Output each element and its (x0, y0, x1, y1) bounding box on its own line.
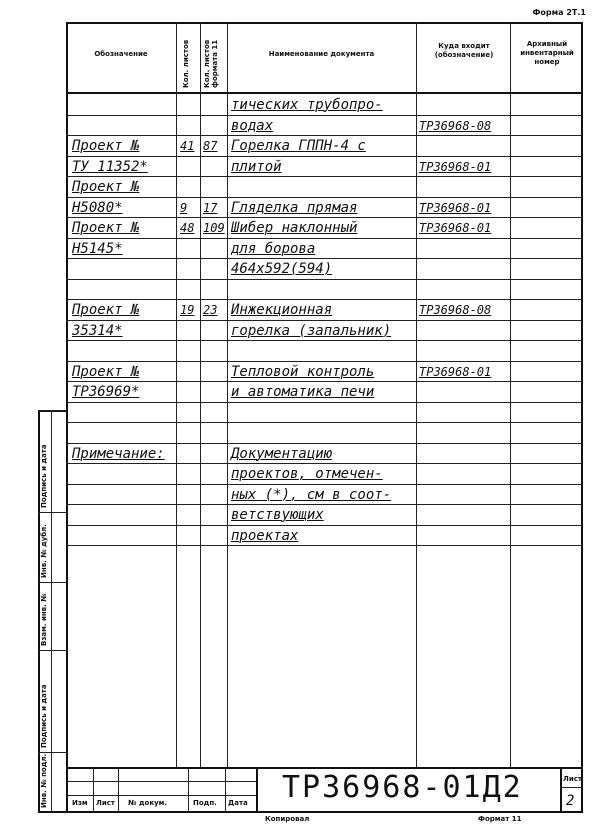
col-line-5 (510, 22, 511, 767)
header-sheets-format: Кол. листов формата 11 (203, 39, 219, 88)
row-line (66, 504, 582, 505)
row-designation: Проект № (72, 179, 140, 195)
form-label: Форма 2Т.1 (532, 8, 586, 17)
row-name: Шибер наклонный (231, 220, 358, 236)
col-line-2 (200, 22, 201, 767)
frame-left (66, 22, 68, 812)
row-line (66, 525, 582, 526)
row-line (66, 402, 582, 403)
row-name: Горелка ГППН-4 с (231, 138, 366, 154)
header-doc-name: Наименование документа (268, 50, 375, 58)
row-line (66, 422, 582, 423)
row-name: и автоматика печи (231, 384, 375, 400)
row-line (66, 238, 582, 239)
row-designation: Н5145* (72, 240, 123, 257)
footer-col-2 (118, 767, 119, 811)
sidebar-label: Инв. № дубл. (40, 524, 48, 578)
row-designation: Проект № (72, 302, 140, 318)
frame-right (581, 22, 583, 812)
row-designation: Примечание: (72, 445, 165, 462)
sidebar-label: Инв. № подл. (40, 753, 48, 808)
sidebar-separator (38, 650, 68, 651)
row-name: горелка (запальник) (231, 322, 392, 339)
sidebar-separator (38, 410, 68, 411)
row-where: ТР36968-08 (419, 303, 492, 317)
sidebar-separator (38, 582, 68, 583)
sidebar-label: Подпись и дата (40, 684, 48, 748)
header-archive-number: Архивный инвентарный номер (520, 40, 574, 66)
row-sheets: 9 (180, 200, 188, 215)
footer-col-6 (560, 767, 562, 811)
row-name: проектов, отмечен- (231, 466, 383, 482)
row-name: ветствующих (231, 507, 324, 523)
header-where-included: Куда входит (обозначение) (434, 42, 494, 59)
row-name: Тепловой контроль (231, 363, 375, 380)
row-name: для борова (231, 240, 316, 257)
row-designation: Проект № (72, 220, 140, 236)
footer-copied: Копировал (265, 815, 310, 823)
row-designation: Проект № (72, 363, 140, 380)
row-format: 17 (203, 200, 218, 215)
row-sheets: 19 (180, 303, 195, 317)
footer-date: Дата (228, 799, 248, 807)
row-line (66, 340, 582, 341)
footer-col-5 (256, 767, 258, 811)
row-designation: ТУ 11352* (72, 158, 148, 175)
row-where: ТР36968-08 (419, 118, 492, 133)
header-bottom (66, 92, 583, 94)
row-name: Инжекционная (231, 302, 333, 318)
row-line (66, 258, 582, 259)
row-where: ТР36968-01 (419, 200, 492, 215)
row-sheets: 48 (180, 221, 195, 235)
footer-sheet-label: Лист (563, 775, 582, 783)
row-line (66, 361, 582, 362)
footer-row-2 (66, 795, 256, 796)
row-designation: Н5080* (72, 199, 123, 216)
row-line (66, 463, 582, 464)
header-designation: Обозначение (94, 50, 148, 58)
row-name: Документацию (231, 445, 333, 462)
row-sheets: 41 (180, 139, 195, 153)
frame-bottom (38, 811, 583, 813)
header-sheets-count: Кол. листов (182, 39, 190, 88)
col-line-3 (227, 22, 228, 767)
row-line (66, 320, 582, 321)
row-line (66, 443, 582, 444)
footer-izm: Изм (72, 799, 88, 807)
row-format: 109 (203, 221, 225, 235)
row-where: ТР36968-01 (419, 159, 492, 174)
row-line (66, 545, 582, 546)
footer-format: Формат 11 (478, 815, 522, 823)
row-designation: 35314* (72, 322, 123, 339)
row-format: 23 (203, 303, 218, 317)
row-name: 464х592(594) (231, 261, 333, 277)
footer-sign: Подп. (193, 799, 217, 807)
col-line-4 (416, 22, 417, 767)
row-line (66, 299, 582, 300)
row-line (66, 381, 582, 382)
row-designation: Проект № (72, 138, 140, 154)
row-name: водах (231, 117, 274, 134)
footer-list: Лист (96, 799, 115, 807)
sidebar-label: Взам. инв. № (40, 593, 48, 646)
row-name: плитой (231, 158, 282, 175)
row-designation: ТР36969* (72, 384, 140, 400)
footer-sheet-number: 2 (566, 793, 575, 809)
footer-row-1 (66, 781, 256, 782)
row-name: проектах (231, 527, 299, 544)
footer-doc-no: № докум. (128, 799, 168, 807)
document-code-stamp: ТР36968-01Д2 (282, 770, 523, 805)
row-name: ных (*), см в соот- (231, 486, 392, 503)
row-line (66, 484, 582, 485)
footer-col-1 (93, 767, 94, 811)
footer-sheet-divider (560, 787, 582, 788)
row-line (66, 135, 582, 136)
footer-col-3 (188, 767, 189, 811)
row-line (66, 156, 582, 157)
footer-col-4 (225, 767, 226, 811)
row-name: тических трубопро- (231, 97, 383, 113)
row-line (66, 279, 582, 280)
footer-top (66, 767, 583, 769)
frame-top (66, 22, 583, 24)
row-where: ТР36968-01 (419, 221, 492, 235)
row-line (66, 197, 582, 198)
sidebar-separator (38, 512, 68, 513)
row-name: Гляделка прямая (231, 199, 358, 216)
row-where: ТР36968-01 (419, 364, 492, 379)
row-format: 87 (203, 139, 218, 153)
row-line (66, 115, 582, 116)
sidebar-label: Подпись и дата (40, 444, 48, 508)
col-line-1 (176, 22, 177, 767)
row-line (66, 217, 582, 218)
row-line (66, 176, 582, 177)
